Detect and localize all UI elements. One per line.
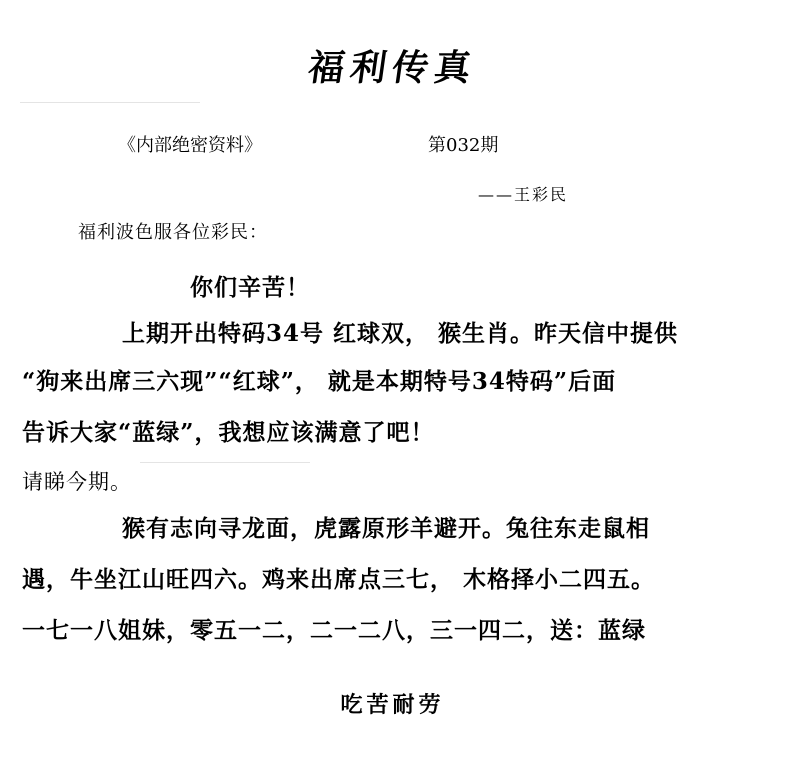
letter-line: 一七一八姐妹，零五一二，二一二八，三一四二，送：蓝绿 (22, 617, 646, 644)
letter-line: 请睇今期。 (22, 470, 132, 494)
scan-artifact (140, 462, 310, 463)
letter-line: 猴有志向寻龙面，虎露原形羊避开。兔往东走鼠相 (122, 515, 650, 542)
letter-line: 上期开出特码34号 红球双， 猴生肖。昨天信中提供 (122, 320, 679, 347)
letter-line: 遇，牛坐江山旺四六。鸡来出席点三七， 木格择小二四五。 (22, 566, 656, 593)
page-title: 福利传真 (305, 47, 480, 89)
footer-motto: 吃苦耐劳 (340, 692, 445, 718)
confidential-label: 《内部绝密资料》 (118, 135, 262, 156)
letter-greeting: 福利波色服各位彩民： (78, 222, 268, 243)
signature: ——王彩民 (478, 185, 569, 204)
letter-line: 你们辛苦！ (190, 274, 310, 301)
letter-line: 告诉大家“蓝绿”，我想应该满意了吧！ (22, 419, 435, 446)
letter-line: “狗来出席三六现”“红球”， 就是本期特号34特码”后面 (22, 368, 617, 395)
issue-number: 第032期 (428, 135, 499, 156)
